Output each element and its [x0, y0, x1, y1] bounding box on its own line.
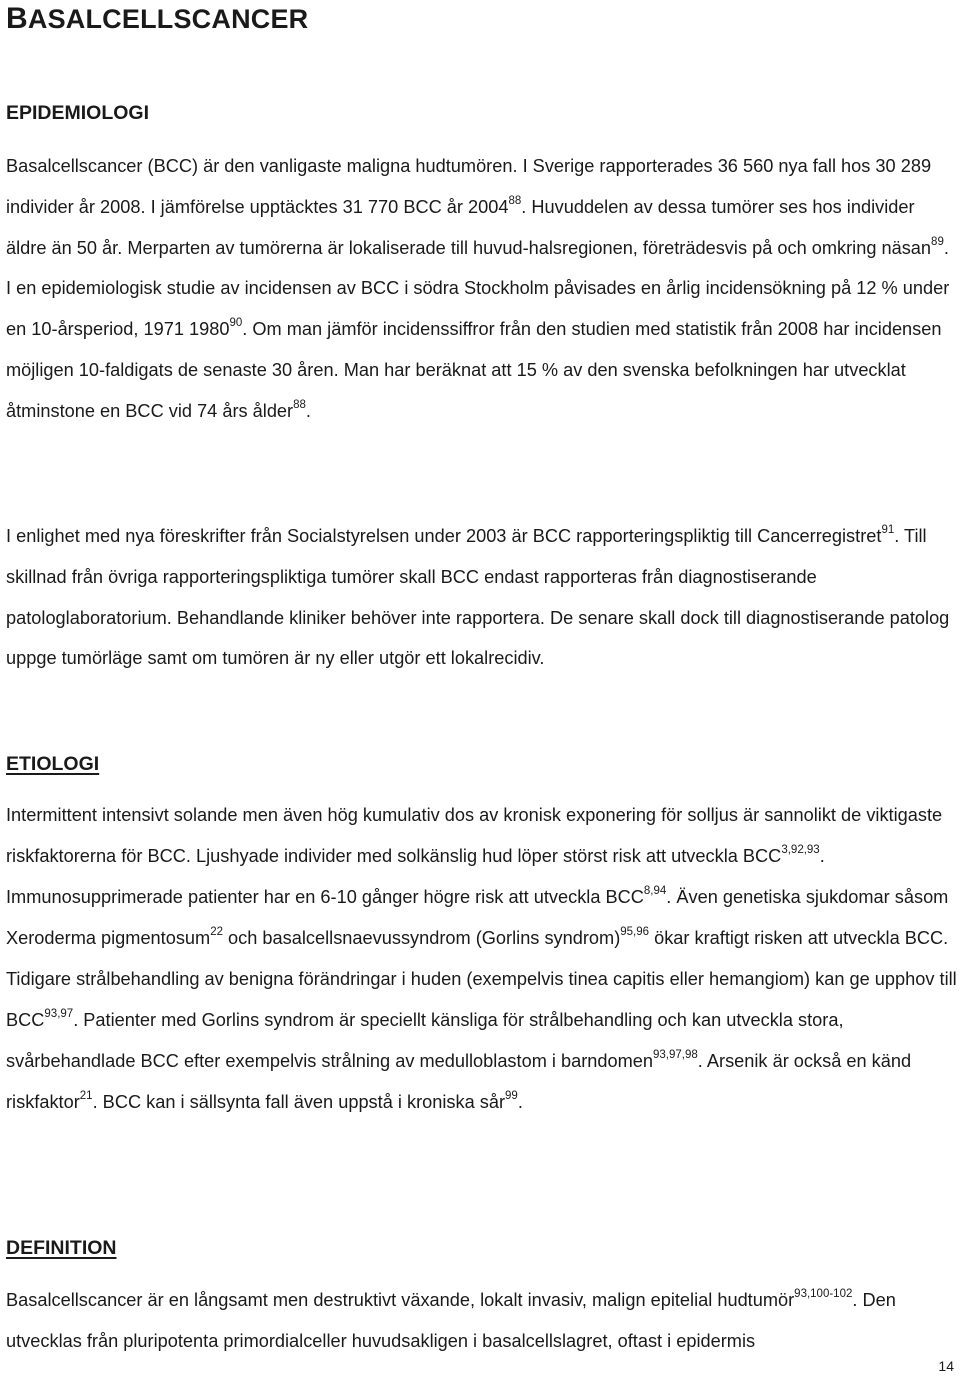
- reference-superscript: 8,94: [643, 885, 667, 897]
- section-heading-definition: DEFINITION: [6, 1237, 117, 1259]
- reference-superscript: 90: [229, 317, 243, 330]
- section-heading-etiologi: ETIOLOGI: [6, 753, 100, 775]
- page-title: BASALCELLSCANCER: [6, 2, 309, 35]
- paragraph-epidemiologi-1: Basalcellscancer (BCC) är den vanligaste maligna hudtumören. I Sverige rapporterades 36 560 nya fall hos 30 289 individer år 2008. I jämförelse upptäcktes 31 770 BCC år 2004$^{88}$. Huvuddelen av dessa tumörer ses hos individer äldre än 50 år. Merparten av tumörerna är lokaliserade till huvud-halsregionen, företrädesvis på och omkring näsan$^{89}$. I en epidemiologisk studie av incidensen av BCC i södra Stockholm påvisades en årlig incidensökning på 12 % under en 10-årsperiod, 1971 1980$^{90}$. Om man jämför incidenssiffror från den studien med statistik från 2008 har incidensen möjligen 10-faldigats de senaste 30 åren. Man har beräknat att 15 % av den svenska befolkningen har utvecklat åtminstone en BCC vid 74 års ålder$^{88}$.: [6, 156, 950, 421]
- reference-superscript: 93,100-102: [794, 1288, 853, 1300]
- reference-superscript: 88: [508, 194, 522, 207]
- reference-superscript: 89: [931, 235, 944, 248]
- paragraph-etiologi-1: Intermittent intensivt solande men även hög kumulativ dos av kronisk exponering för solljus är sannolikt de viktigaste riskfaktorerna för BCC. Ljushyade individer med solkänslig hud löper störst risk att utveckla BCC$^{3,92,93}$. Immunosupprimerade patienter har en 6-10 gånger högre risk att utveckla BCC$^{8,94}$. Även genetiska sjukdomar såsom Xeroderma pigmentosum$^{22}$ och basalcellsnaevussyndrom (Gorlins syndrom)$^{95,96}$ ökar kraftigt risken att utveckla BCC. Tidigare strålbehandling av benigna förändringar i huden (exempelvis tinea capitis eller hemangiom) kan ge upphov till BCC$^{93,97}$. Patienter med Gorlins syndrom är speciellt känsliga för strålbehandling och kan utveckla stora, svårbehandlade BCC efter exempelvis strålning av medulloblastom i barndomen$^{93,97,98}$. Arsenik är också en känd riskfaktor$^{21}$. BCC kan i sällsynta fall även uppstå i kroniska sår$^{99}$.: [6, 805, 957, 1112]
- reference-superscript: 95,96: [620, 926, 650, 938]
- reference-superscript: 93,97,98: [653, 1049, 698, 1061]
- paragraph-epidemiologi-2: I enlighet med nya föreskrifter från Socialstyrelsen under 2003 är BCC rapporteringspliktig till Cancerregistret$^{91}$. Till skillnad från övriga rapporteringspliktiga tumörer skall BCC endast rapporteras från diagnostiserande patologlaboratorium. Behandlande kliniker behöver inte rapportera. De senare skall dock till diagnostiserande patolog uppge tumörläge samt om tumören är ny eller utgör ett lokalrecidiv.: [6, 524, 950, 669]
- reference-superscript: 22: [210, 926, 223, 938]
- section-heading-epidemiologi: EPIDEMIOLOGI: [6, 102, 150, 124]
- page-number: 14: [938, 1358, 954, 1374]
- reference-superscript: 99: [505, 1090, 518, 1102]
- reference-superscript: 88: [293, 398, 306, 411]
- paragraph-definition-1: Basalcellscancer är en långsamt men destruktivt växande, lokalt invasiv, malign epitelial hudtumör$^{93,100-102}$. Den utvecklas från pluripotenta primordialceller huvudsakligen i basalcellslagret, oftast i epidermis: [6, 1288, 896, 1351]
- reference-superscript: 3,92,93: [781, 844, 820, 856]
- reference-superscript: 21: [79, 1090, 93, 1102]
- reference-superscript: 91: [881, 524, 895, 536]
- reference-superscript: 93,97: [44, 1008, 74, 1020]
